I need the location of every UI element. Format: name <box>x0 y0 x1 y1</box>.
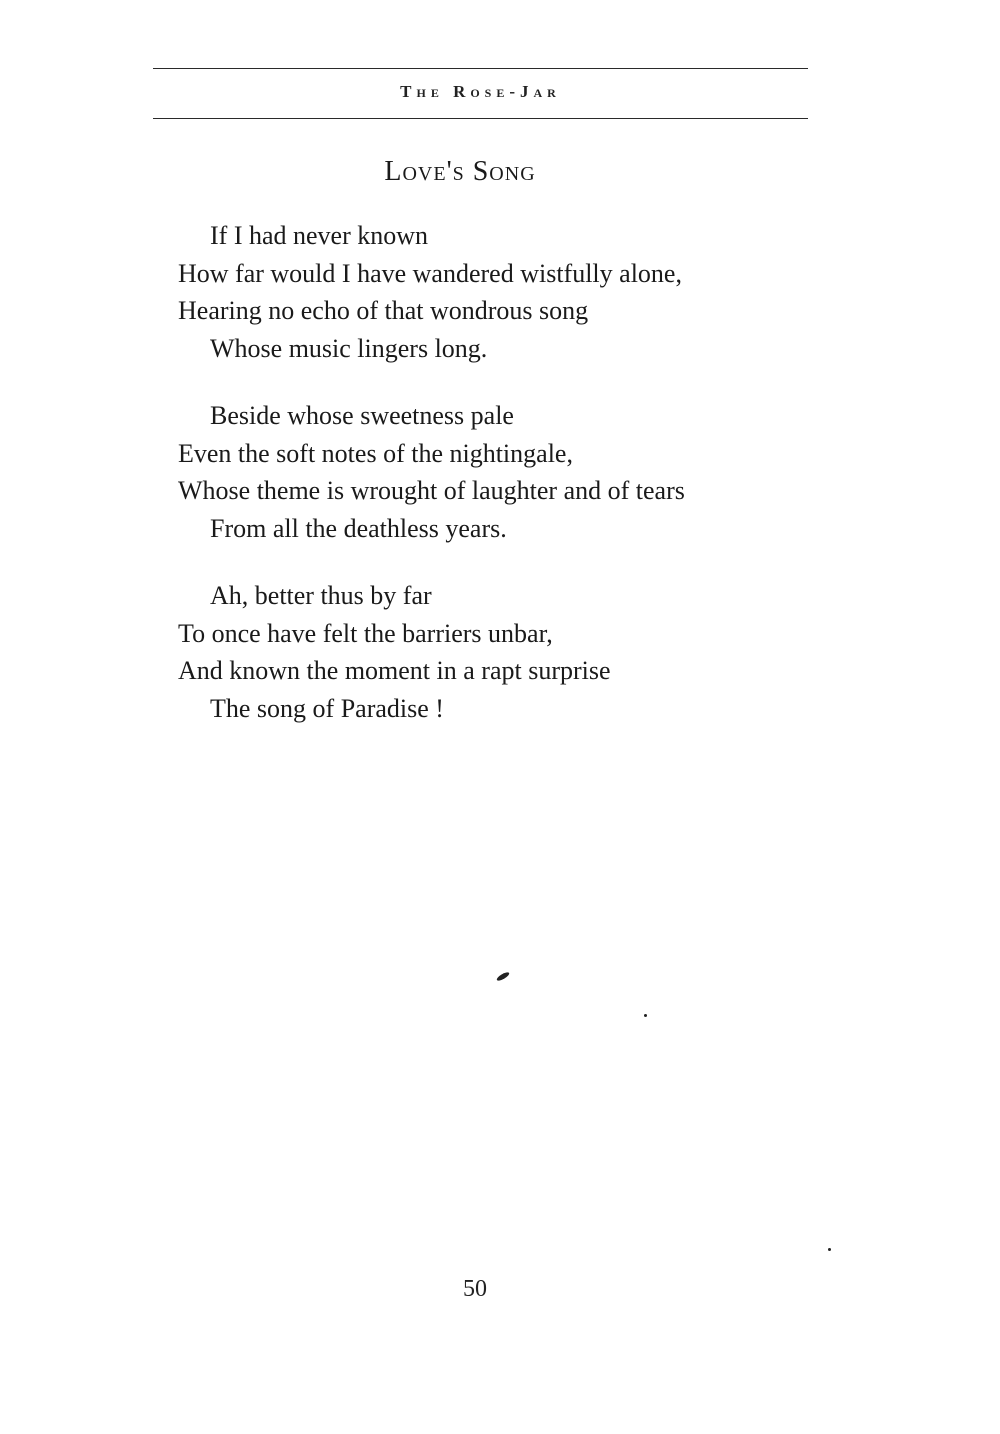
header-bottom-rule <box>153 118 808 119</box>
stanza-3 <box>178 577 838 727</box>
poem-line: If I had never known <box>210 221 429 250</box>
poem-line: From all the deathless years. <box>210 513 507 543</box>
poem-line: Beside whose sweetness pale <box>210 401 514 430</box>
header-top-rule <box>153 68 808 69</box>
poem-line: How far would I have wandered wistfully alone, <box>178 258 682 288</box>
poem-line: To once have felt the barriers unbar, <box>178 618 553 648</box>
stanza-2 <box>178 397 838 547</box>
poem-line: The song of Paradise ! <box>210 693 444 723</box>
poem-line: Hearing no echo of that wondrous song <box>178 296 589 325</box>
page-number: 50 <box>463 1276 487 1302</box>
running-head: The Rose-Jar <box>400 82 561 101</box>
stanza-1 <box>178 217 838 367</box>
poem-body <box>178 217 838 757</box>
ink-speck <box>496 971 511 982</box>
poem-line: And known the moment in a rapt surprise <box>178 656 611 685</box>
poem-line: Whose music lingers long. <box>210 333 488 363</box>
poem-line: Ah, better thus by far <box>210 581 432 610</box>
ink-speck <box>644 1014 647 1017</box>
poem-line: Even the soft notes of the nightingale, <box>178 438 573 468</box>
ink-speck <box>828 1248 831 1251</box>
poem-title: Love's Song <box>384 156 536 187</box>
poem-line: Whose theme is wrought of laughter and of tears <box>178 476 685 505</box>
